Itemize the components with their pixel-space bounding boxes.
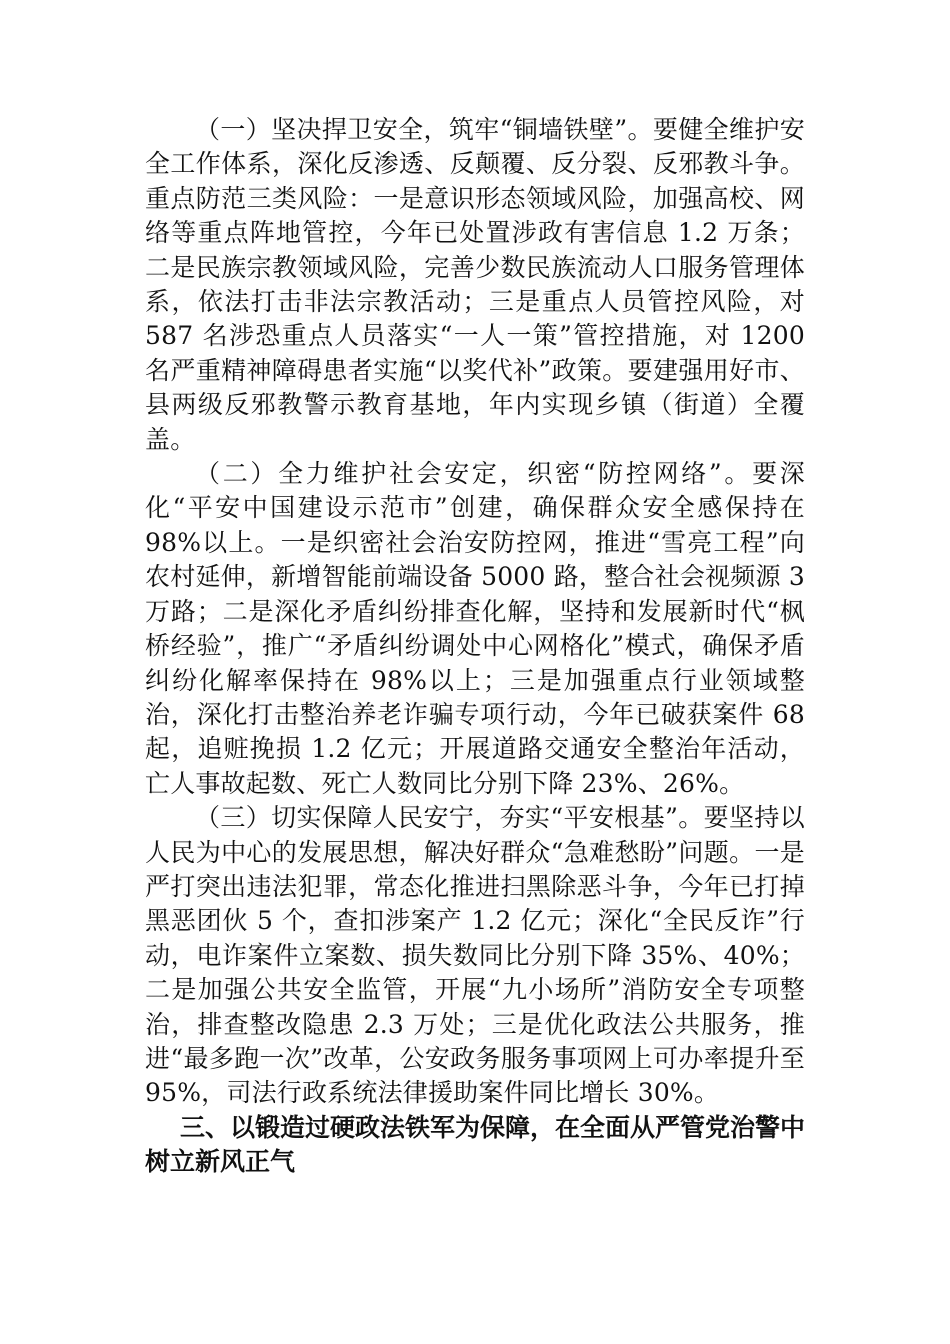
paragraph-social-stability: （二）全力维护社会安定，织密“防控网络”。要深化“平安中国建设示范市”创建，确保群众安全感保持在 98%以上。一是织密社会治安防控网，推进“雪亮工程”向农村延伸，新增智能前端设备 5000 路，整合社会视频源 3 万路；二是深化矛盾纠纷排查化解，坚持和发展新时代“枫桥经验”，推广“矛盾纠纷调处中心网格化”模式，确保矛盾纠纷化解率保持在 98%以上；三是加强重点行业领域整治，深化打击整治养老诈骗专项行动，今年已破获案件 68 起，追赃挽损 1.2 亿元；开展道路交通安全整治年活动，亡人事故起数、死亡人数同比分别下降 23%、26%。 (145, 459, 805, 798)
paragraph-people-peace: （三）切实保障人民安宁，夯实“平安根基”。要坚持以人民为中心的发展思想，解决好群众“急难愁盼”问题。一是严打突出违法犯罪，常态化推进扫黑除恶斗争，今年已打掉黑恶团伙 5 个，查扣涉案产 1.2 亿元；深化“全民反诈”行动，电诈案件立案数、损失数同比分别下降 35%、40%；二是加强公共安全监管，开展“九小场所”消防安全专项整治，排查整改隐患 2.3 万处；三是优化政法公共服务，推进“最多跑一次”改革，公安政务服务事项网上可办率提升至 95%，司法行政系统法律援助案件同比增长 30%。 (145, 803, 805, 1108)
section-heading: 三、以锻造过硬政法铁军为保障，在全面从严管党治警中树立新风正气 (145, 1112, 806, 1177)
paragraph-safeguard-security: （一）坚决捍卫安全，筑牢“铜墙铁壁”。要健全维护安全工作体系，深化反渗透、反颠覆、反分裂、反邪教斗争。重点防范三类风险：一是意识形态领域风险，加强高校、网络等重点阵地管控，今年已处置涉政有害信息 1.2 万条；二是民族宗教领域风险，完善少数民族流动人口服务管理体系，依法打击非法宗教活动；三是重点人员管控风险，对 587 名涉恐重点人员落实“一人一策”管控措施，对 1200 名严重精神障碍患者实施“以奖代补”政策。要建强用好市、县两级反邪教警示教育基地，年内实现乡镇（街道）全覆盖。 (145, 115, 805, 454)
document-body (145, 113, 805, 1180)
